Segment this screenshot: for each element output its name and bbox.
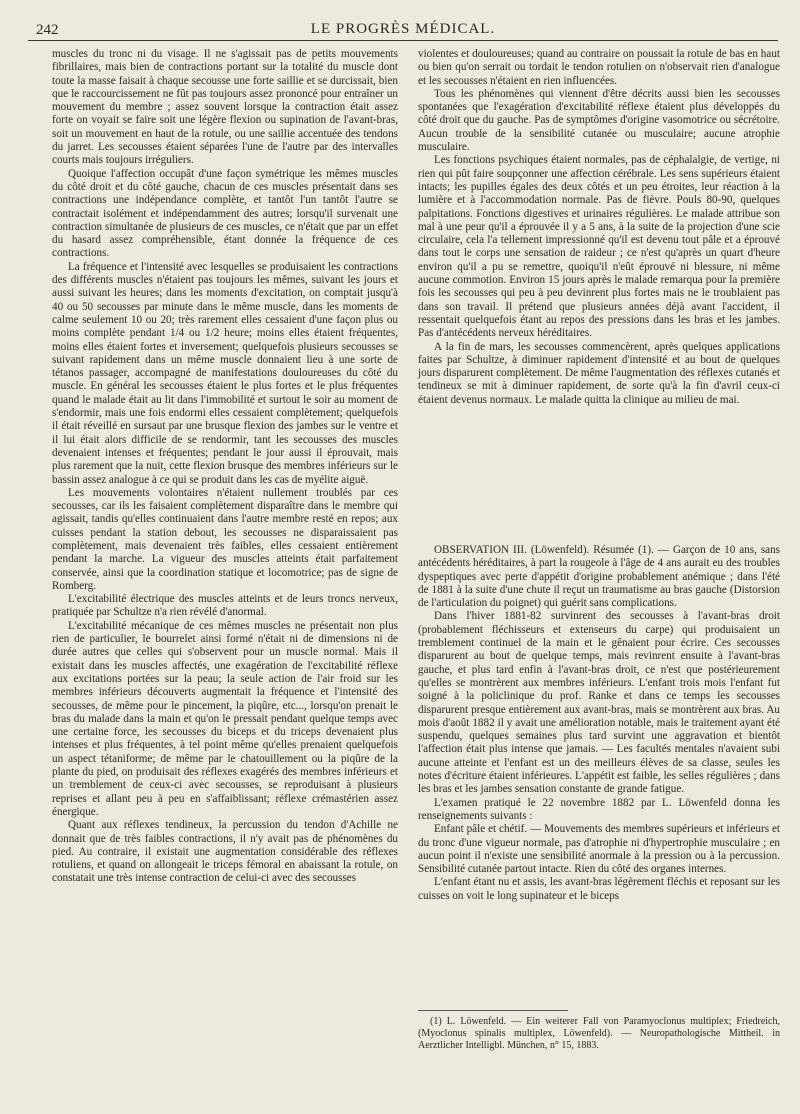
paragraph: A la fin de mars, les secousses commencèrent, après quelques applications faites par Schultze, à diminuer rapidement d'intensité et au bout de quelques jours disparurent complètement. De même l'augmentation des réflexes cutanés et tendineux se mit à diminuer rapidement, de sorte qu'à la fin d'avril ceux-ci étaient devenus normaux. Le malade quitta la clinique au milieu de mai.: [418, 340, 780, 406]
paragraph: L'excitabilité électrique des muscles atteints et de leurs troncs nerveux, pratiquée par Schultze n'a rien révélé d'anormal.: [52, 593, 398, 619]
footnote: [418, 1016, 780, 1052]
right-column-lower: [418, 536, 780, 903]
journal-title: LE PROGRÈS MÉDICAL.: [310, 21, 496, 37]
paragraph: L'enfant étant nu et assis, les avant-bras légèrement fléchis et reposant sur les cuisses on voit le long supinateur et le biceps: [418, 876, 780, 902]
paragraph: Les fonctions psychiques étaient normales, pas de céphalalgie, de vertige, ni rien qui pût faire soupçonner une affection cérébrale. Les sens supérieurs étaient intacts; les pupilles égales des deux côtés et un peu étroites, leur réaction à la lumière et à l'accommodation normale. Pas de fièvre. Pouls 80-90, quelques palpitations. Fonctions digestives et urinaires régulières. Le malade attribue son mal à une peur qu'il a éprouvée il y a 5 ans, à la suite de la projection d'une scie circulaire, cela l'a tellement impressionné qu'il est devenu tout pâle et a éprouvé dans tout le corps une sensation de raideur ; ce n'est qu'après un quart d'heure environ qu'il a pu se remettre, quoiqu'il n'eût éprouvé ni blessure, ni même aucune commotion. Environ 15 jours après le malade remarqua pour la première fois les secousses qui peu à peu devinrent plus fortes mais ne le troublaient pas dans son travail. Il prétend que plusieurs années déjà avant l'accident, il ressentait quelquefois étant au repos des pressions dans les bras et les jambes. Pas d'antécédents nerveux héréditaires.: [418, 154, 780, 340]
left-column: [52, 48, 398, 886]
paragraph: violentes et douloureuses; quand au contraire on poussait la rotule de bas en haut ou bien qu'on serrait ou tordait le tendon rotulien on n'observait rien d'analogue et les secousses n'étaient en rien influencées.: [418, 48, 780, 87]
right-column-upper: [418, 48, 780, 407]
paragraph: Dans l'hiver 1881-82 survinrent des secousses à l'avant-bras droit (probablement fléchisseurs et extenseurs du carpe) qui produisaient un tremblement continuel de la main et le gênaient pour écrire. Ces secousses disparurent au bout de quelque temps, mais revinrent ensuite à l'avant-bras gauche, et plus tard enfin à l'avant-bras droit, ce n'est que postérieurement qu'elles se montrèrent aux membres inférieurs. L'enfant trois mois l'enfant fut soigné à la policlinique du prof. Ranke et dans ce temps les secousses disparurent presque entièrement aux avant-bras, mais se montrèrent aux bras. Au mois d'août 1882 il y avait une amélioration notable, mais le traitement ayant été suspendu, quelques semaines plus tard survint une aggravation et bientôt l'affection était plus intense que jamais. — Les facultés mentales n'avaient subi aucune atteinte et l'enfant est un des meilleurs élèves de sa classe, seules les notes d'écriture étaient inférieures. L'appétit est faible, les selles régulières ; dans les bras et les jambes sensation constante de grande fatigue.: [418, 610, 780, 796]
observation-heading-paragraph: OBSERVATION III. (Löwenfeld). Résumée (1). — Garçon de 10 ans, sans antécédents héréditaires, à part la rougeole à l'âge de 4 ans aurait eu des troubles dyspeptiques avec perte d'appétit d'origine probablement anémique ; dans l'été de 1881 à la suite d'une chute il reçut un traumatisme au bras gauche (Distorsion de l'articulation du poignet) qui guérit sans complications.: [418, 544, 780, 610]
paragraph: Enfant pâle et chétif. — Mouvements des membres supérieurs et inférieurs et du tronc d'une vigueur normale, pas d'atrophie ni d'hypertrophie musculaire ; en aucun point il n'existe une sensibilité anormale à la pression ou à la percussion. Sensibilité cutanée partout intacte. Rien du côté des organes internes.: [418, 823, 780, 876]
paragraph: Les mouvements volontaires n'étaient nullement troublés par ces secousses, car ils les faisaient complètement disparaître dans le membre qui agissait, tandis qu'elles continuaient dans l'autre membre resté en repos; aux cuisses pendant la station debout, les secousses ne disparaissaient pas complètement, mais devenaient très faibles, elles cessaient entièrement pendant la marche. La vigueur des muscles atteints était parfaitement conservée, ainsi que la coordination statique et locomotrice; pas de signe de Romberg.: [52, 486, 398, 592]
paragraph: Tous les phénomènes qui viennent d'être décrits aussi bien les secousses spontanées que l'exagération d'excitabilité réflexe étaient plus développés du côté droit que du gauche. Pas de symptômes d'origine vasomotrice ou sécrétoire. Aucun trouble de la sensibilité cutanée ou musculaire; aucune atrophie musculaire.: [418, 87, 780, 154]
paragraph: Quoique l'affection occupât d'une façon symétrique les mêmes muscles du côté droit et du côté gauche, chacun de ces muscles présentait dans ses contractions une indépendance complète, et tantôt l'un tantôt l'autre se contractait isolément et indépendamment des autres; lorsqu'il survenait une contraction simultanée de plusieurs de ces muscles, ce n'était que par un effet du hasard assez compréhensible, étant donnée la fréquence de ces contractions.: [52, 167, 398, 260]
paragraph: L'examen pratiqué le 22 novembre 1882 par L. Löwenfeld donna les renseignements suivants :: [418, 796, 780, 822]
footnote-divider: [418, 1010, 568, 1011]
paragraph: L'excitabilité mécanique de ces mêmes muscles ne présentait non plus rien de particulier, le bourrelet ainsi formé n'était ni de dimensions ni de durée autres que celles qui s'observent pour un muscle normal. Mais il existait dans les muscles affectés, une exagération de l'excitabilité réflexe aux excitations portées sur la peau; la seule action de l'air froid sur les membres inférieurs découverts augmentait la fréquence et l'intensité des secousses, de même pour le pincement, la piqûre, etc..., lorsqu'on prenait le bras du malade dans la main et qu'on le pressait pendant quelque temps avec une certaine force, les secousses du biceps et du triceps devenaient plus intenses et plus fréquentes, à tel point même qu'elles prenaient quelquefois un aspect tétaniforme; de même par le chatouillement ou la piqûre de la plante du pied, on produisait des réflexes exagérés des membres inférieurs et un tremblement de ceux-ci avec secousses, se reproduisant à plusieurs reprises et allant peu à peu en s'affaiblissant; réflexe crémastérien assez énergique.: [52, 619, 398, 818]
page-number: 242: [36, 22, 59, 38]
paragraph: muscles du tronc ni du visage. Il ne s'agissait pas de petits mouvements fibrillaires, mais bien de contractions portant sur la totalité du muscle dont toute la masse faisait à chaque secousse une forte saillie et se durcissait, bien que le raccourcissement ne fût pas toujours assez prononcé pour entraîner un mouvement du membre ; assez souvent lorsque la contraction était assez forte on voyait se faire soit une légère flexion ou supination de l'avant-bras, soit un mouvement en haut de la rotule, ou une saillie accentuée des tendons du jarret. Les secousses étaient séparées l'une de l'autre par des intervalles courts mais toujours irréguliers.: [52, 48, 398, 167]
page-header: [28, 18, 778, 41]
paragraph: La fréquence et l'intensité avec lesquelles se produisaient les contractions des différents muscles n'étaient pas toujours les mêmes, suivant les jours et aussi suivant les heures; dans les moments d'excitation, on comptait jusqu'à 40 ou 50 secousses par minute dans le même muscle, dans les moments de calme seulement 10 ou 20; très rarement elles cessaient d'une façon plus ou moins complète pendant 1/4 ou 1/2 heure; moins elles étaient fréquentes, moins elles étaient fortes et inversement; quelquefois plusieurs secousses se suivant rapidement dans un même muscle donnaient lieu à une sorte de tétanos passager, accompagné de manifestations douloureuses du côté du muscle. En général les secousses étaient le plus fortes et le plus fréquentes quand le malade était au lit dans l'immobilité et surtout le soir au moment de s'endormir, mais une fois endormi elles cessaient complètement; quelquefois il était réveillé en sursaut par une brusque flexion des jambes sur le ventre et il lui était alors difficile de se rendormir, tant les secousses des muscles devenaient intenses et fréquentes; pendant le jour aussi il éprouvait, mais plus rarement que la nuit, cette flexion brusque des membres inférieurs sur le bassin assez analogue à ce qui se produit dans les cas de myélite aiguë.: [52, 260, 398, 486]
footnote-text: (1) L. Löwenfeld. — Ein weiterer Fall von Paramyoclonus multiplex; Friedreich, (Myoclonus spinalis multiplex, Löwenfeld). — Neuropathologische Mittheil. in Aerztlicher Intelligbl. München, n° 15, 1883.: [418, 1016, 780, 1051]
paragraph: Quant aux réflexes tendineux, la percussion du tendon d'Achille ne donnait que de très faibles contractions, il n'y avait pas de phénomènes du pied. Au contraire, il existait une augmentation considérable des réflexes rotuliens, et quand on allongeait le triceps fémoral en abaissant la rotule, on constatait une très intense contraction de celui-ci avec des secousses: [52, 819, 398, 885]
